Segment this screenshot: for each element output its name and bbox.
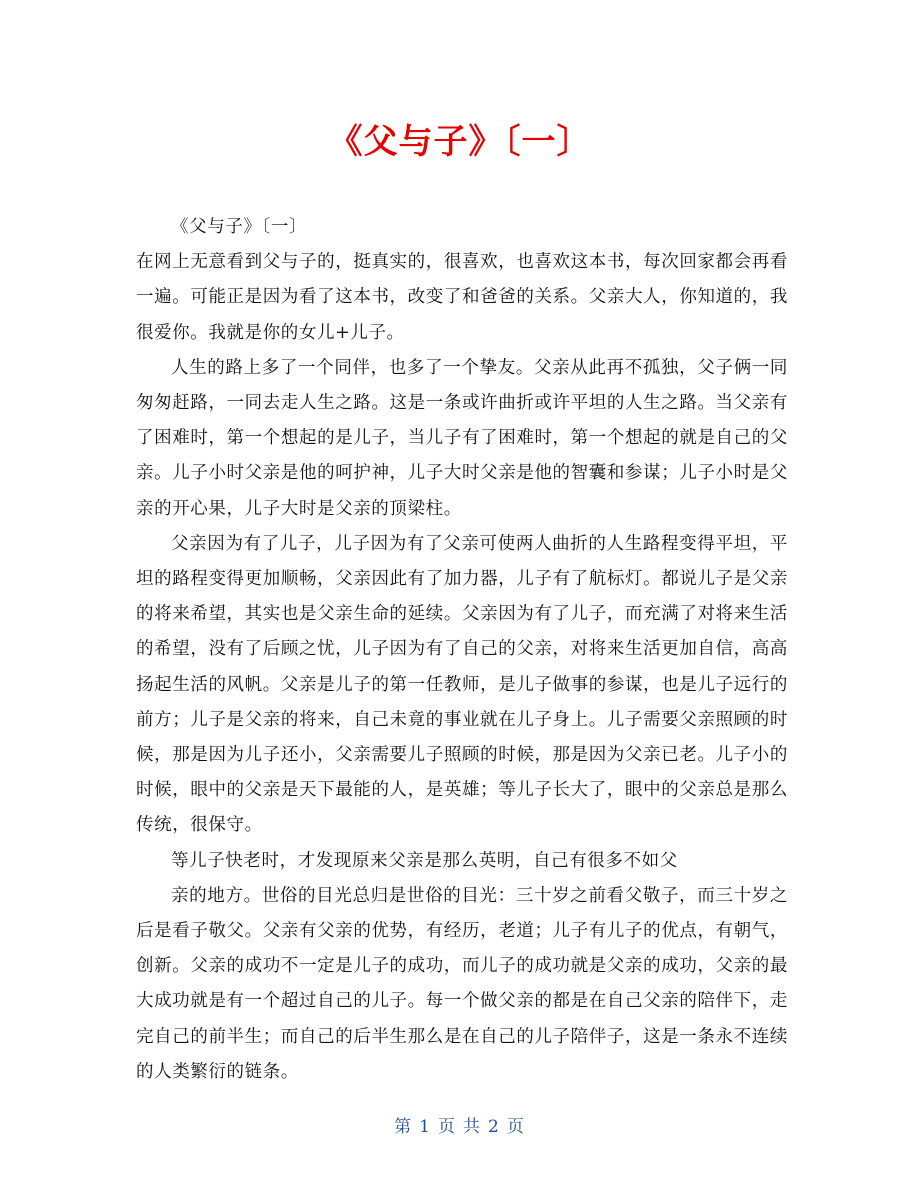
subtitle-line: 《父与子》〔一〕 — [171, 217, 308, 237]
paragraph-2: 人生的路上多了一个同伴，也多了一个挚友。父亲从此再不孤独，父子俩一同匆匆赶路，一同去走人生之路。这是一条或许曲折或许平坦的人生之路。当父亲有了困难时，第一个想起的是儿子，当儿子有了困难时，第一个想起的就是自己的父亲。儿子小时父亲是他的呵护神，儿子大时父亲是他的智囊和参谋；儿子小时是父亲的开心果，儿子大时是父亲的顶梁柱。 — [136, 357, 788, 519]
paragraph-5: 亲的地方。世俗的目光总归是世俗的目光：三十岁之前看父敬子，而三十岁之后是看子敬父。父亲有父亲的优势，有经历，老道；儿子有儿子的优点，有朝气，创新。父亲的成功不一定是儿子的成功，而儿子的成功就是父亲的成功，父亲的最大成功就是有一个超过自己的儿子。每一个做父亲的都是在自己父亲的陪伴下，走完自己的前半生；而自己的后半生那么是在自己的儿子陪伴子，这是一条永不连续的人类繁衍的链条。 — [136, 885, 788, 1082]
page-label: 第 — [394, 1117, 414, 1137]
document-body — [136, 210, 788, 1090]
page-unit: 页 — [438, 1117, 457, 1137]
paragraph-1: 在网上无意看到父与子的，挺真实的，很喜欢，也喜欢这本书，每次回家都会再看一遍。可能正是因为看了这本书，改变了和爸爸的关系。父亲大人，你知道的，我很爱你。我就是你的女儿+儿子。 — [136, 252, 788, 343]
total-label: 共 — [463, 1117, 482, 1137]
total-unit: 页 — [506, 1117, 526, 1137]
page-footer — [0, 1112, 920, 1137]
page-title: 《父与子》〔一〕 — [328, 122, 592, 162]
paragraph-3: 父亲因为有了儿子，儿子因为有了父亲可使两人曲折的人生路程变得平坦，平坦的路程变得更加顺畅，父亲因此有了加力器，儿子有了航标灯。都说儿子是父亲的将来希望，其实也是父亲生命的延续。父亲因为有了儿子，而充满了对将来生活的希望，没有了后顾之忧，儿子因为有了自己的父亲，对将来生活更加自信，高高扬起生活的风帆。父亲是儿子的第一任教师，是儿子做事的参谋，也是儿子远行的前方；儿子是父亲的将来，自己未竟的事业就在儿子身上。儿子需要父亲照顾的时候，那是因为儿子还小，父亲需要儿子照顾的时候，那是因为父亲已老。儿子小的时候，眼中的父亲是天下最能的人，是英雄；等儿子长大了，眼中的父亲总是那么传统，很保守。 — [136, 533, 788, 836]
page-number: 1 — [419, 1117, 432, 1137]
paragraph-4: 等儿子快老时，才发现原来父亲是那么英明，自己有很多不如父 — [171, 850, 678, 871]
total-pages: 2 — [488, 1117, 501, 1137]
